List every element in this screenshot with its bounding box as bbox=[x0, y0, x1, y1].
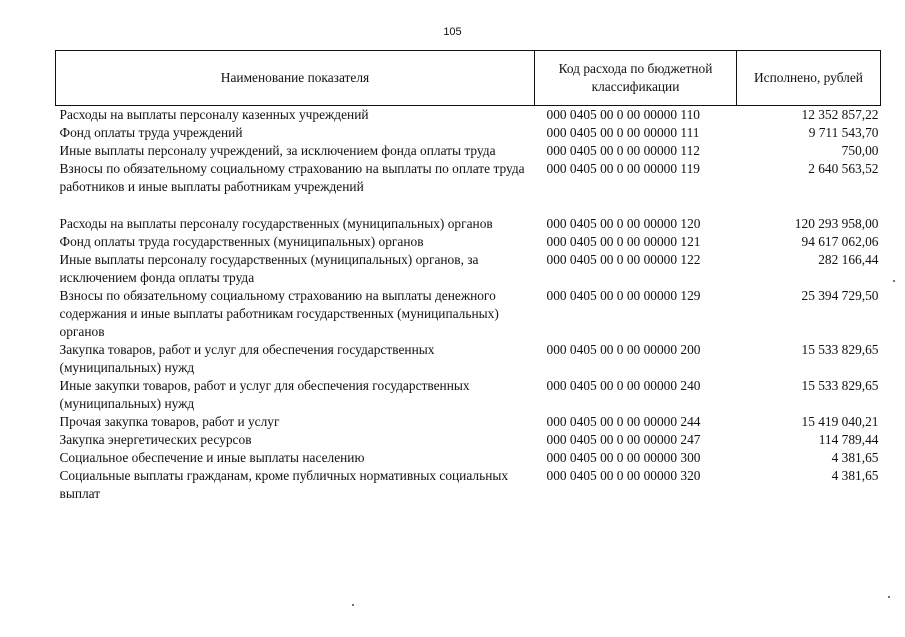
scan-speck bbox=[888, 596, 890, 598]
row-code: 000 0405 00 0 00 00000 122 bbox=[546, 252, 701, 267]
row-code: 000 0405 00 0 00 00000 300 bbox=[546, 450, 701, 465]
row-amount: 25 394 729,50 bbox=[801, 288, 879, 303]
row-amount: 282 166,44 bbox=[818, 252, 879, 267]
row-amount: 12 352 857,22 bbox=[801, 107, 879, 122]
row-amount: 114 789,44 bbox=[818, 432, 879, 447]
row-amount: 4 381,65 bbox=[831, 468, 879, 483]
row-code: 000 0405 00 0 00 00000 121 bbox=[546, 234, 701, 249]
row-name: Закупка энергетических ресурсов bbox=[59, 432, 252, 447]
table-row bbox=[56, 215, 881, 233]
row-name: Расходы на выплаты персоналу государственных (муниципальных) органов bbox=[59, 216, 493, 231]
table-row bbox=[56, 413, 881, 431]
table-row bbox=[56, 251, 881, 287]
row-name: Социальные выплаты гражданам, кроме публичных нормативных социальных выплат bbox=[59, 468, 509, 501]
table-row bbox=[56, 124, 881, 142]
row-name: Взносы по обязательному социальному страхованию на выплаты по оплате труда работников и иные выплаты работникам учреждений bbox=[59, 161, 525, 194]
table-row bbox=[56, 431, 881, 449]
row-amount: 9 711 543,70 bbox=[808, 125, 879, 140]
header-expense-code: Код расхода по бюджетной классификации bbox=[535, 51, 737, 106]
scan-speck bbox=[893, 280, 895, 282]
page-number: 105 bbox=[443, 26, 462, 38]
header-indicator-name: Наименование показателя bbox=[56, 51, 535, 106]
row-name: Фонд оплаты труда государственных (муниципальных) органов bbox=[59, 234, 424, 249]
header-executed-amount: Исполнено, рублей bbox=[737, 51, 881, 106]
row-code: 000 0405 00 0 00 00000 120 bbox=[546, 216, 701, 231]
row-amount: 15 533 829,65 bbox=[801, 342, 879, 357]
row-name: Прочая закупка товаров, работ и услуг bbox=[59, 414, 280, 429]
row-code: 000 0405 00 0 00 00000 111 bbox=[546, 125, 700, 140]
row-code: 000 0405 00 0 00 00000 119 bbox=[546, 161, 700, 176]
scan-speck bbox=[352, 604, 354, 606]
table-row bbox=[56, 341, 881, 377]
row-amount: 750,00 bbox=[841, 143, 879, 158]
row-amount: 15 419 040,21 bbox=[801, 414, 879, 429]
table-row bbox=[56, 160, 881, 215]
row-code: 000 0405 00 0 00 00000 200 bbox=[546, 342, 701, 357]
table-row bbox=[56, 449, 881, 467]
row-name: Фонд оплаты труда учреждений bbox=[59, 125, 243, 140]
table-row bbox=[56, 142, 881, 160]
table-row bbox=[56, 106, 881, 125]
table-row bbox=[56, 467, 881, 503]
row-name: Расходы на выплаты персоналу казенных учреждений bbox=[59, 107, 369, 122]
row-amount: 94 617 062,06 bbox=[801, 234, 879, 249]
row-name: Взносы по обязательному социальному страхованию на выплаты денежного содержания и иные выплаты работникам государственных (муниципальных) органов bbox=[59, 288, 499, 339]
table-row bbox=[56, 287, 881, 341]
row-code: 000 0405 00 0 00 00000 129 bbox=[546, 288, 701, 303]
budget-expense-table bbox=[55, 50, 881, 503]
table-header-row bbox=[56, 51, 881, 106]
row-code: 000 0405 00 0 00 00000 247 bbox=[546, 432, 701, 447]
table-row bbox=[56, 233, 881, 251]
row-name: Закупка товаров, работ и услуг для обеспечения государственных (муниципальных) нужд bbox=[59, 342, 435, 375]
row-name: Иные закупки товаров, работ и услуг для обеспечения государственных (муниципальных) нужд bbox=[59, 378, 470, 411]
row-code: 000 0405 00 0 00 00000 244 bbox=[546, 414, 701, 429]
row-amount: 120 293 958,00 bbox=[794, 216, 879, 231]
row-code: 000 0405 00 0 00 00000 112 bbox=[546, 143, 700, 158]
row-code: 000 0405 00 0 00 00000 110 bbox=[546, 107, 700, 122]
row-amount: 2 640 563,52 bbox=[808, 161, 879, 176]
row-code: 000 0405 00 0 00 00000 320 bbox=[546, 468, 701, 483]
row-code: 000 0405 00 0 00 00000 240 bbox=[546, 378, 701, 393]
row-amount: 15 533 829,65 bbox=[801, 378, 879, 393]
table-row bbox=[56, 377, 881, 413]
row-name: Иные выплаты персоналу учреждений, за исключением фонда оплаты труда bbox=[59, 143, 496, 158]
row-amount: 4 381,65 bbox=[831, 450, 879, 465]
row-name: Иные выплаты персоналу государственных (муниципальных) органов, за исключением фонда оплаты труда bbox=[59, 252, 479, 285]
row-name: Социальное обеспечение и иные выплаты населению bbox=[59, 450, 365, 465]
